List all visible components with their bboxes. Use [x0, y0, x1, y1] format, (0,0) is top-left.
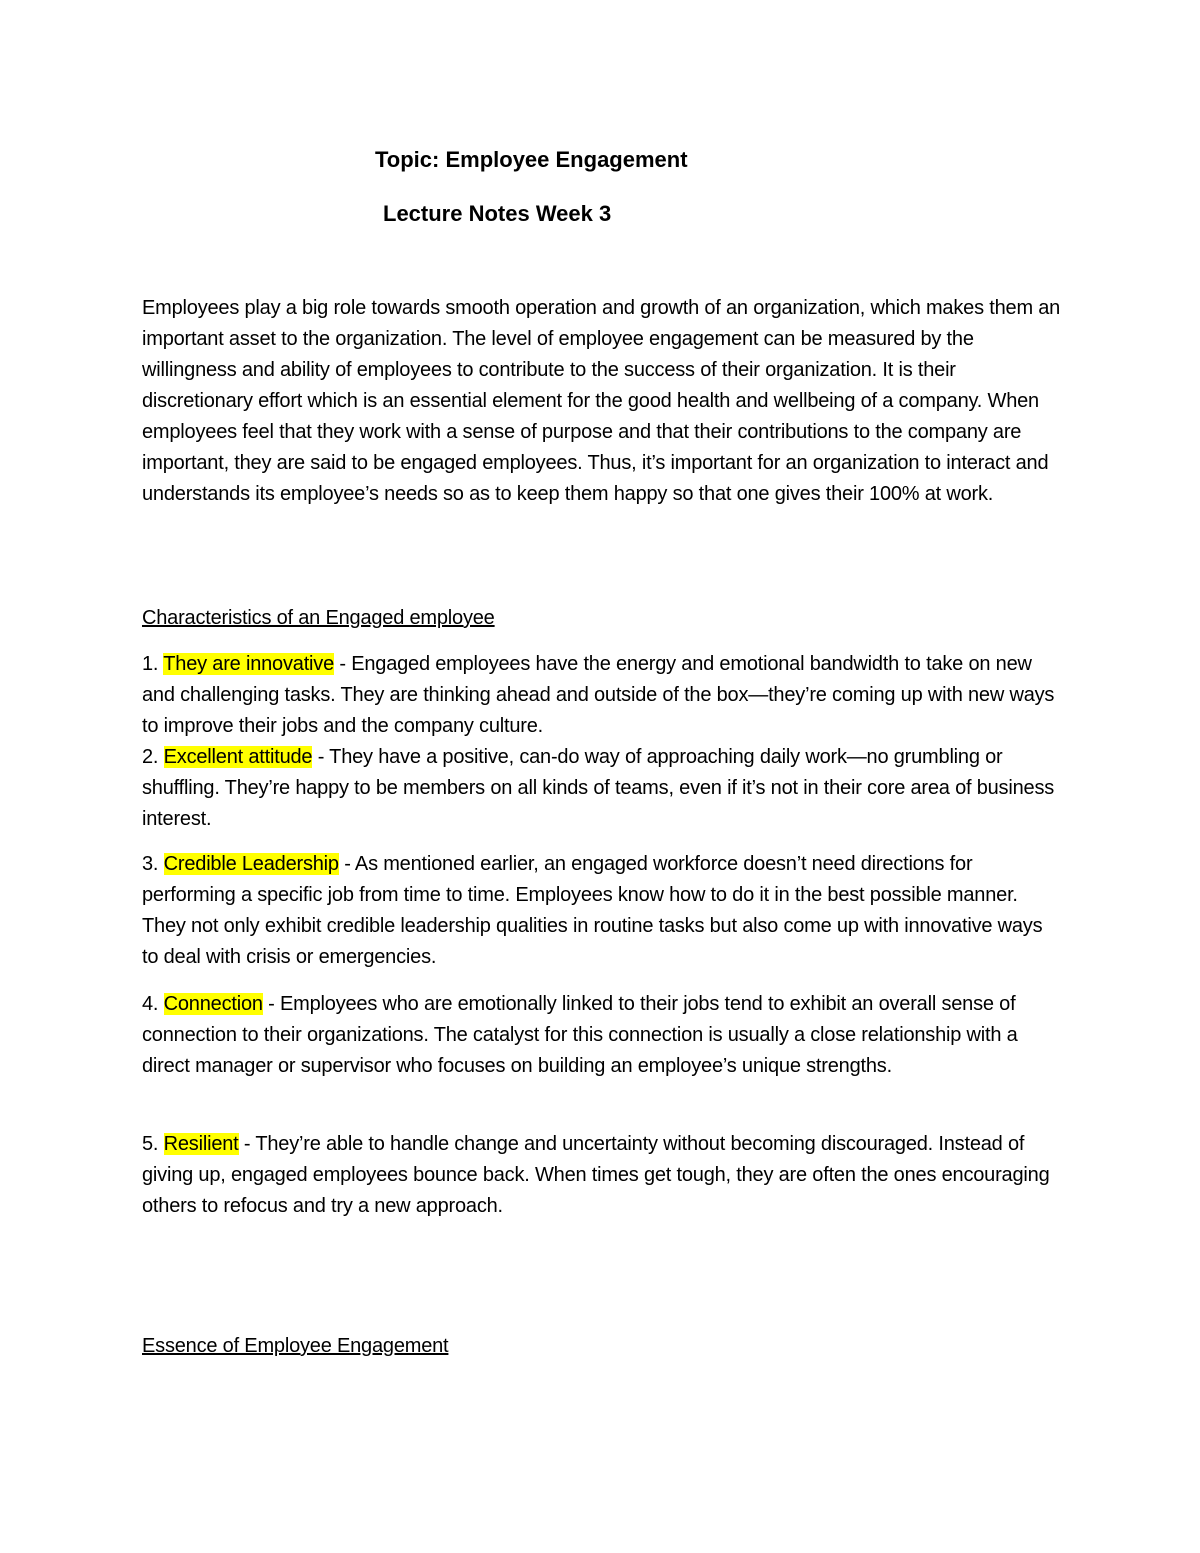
item-text: - They’re able to handle change and uncertainty without becoming discouraged. Instead of giving up, engaged employees bounce back. When times get tough, they are often the ones encouraging others to refocus and try a new approach. [142, 1133, 1050, 1217]
item-number: 2. [142, 746, 159, 768]
section-heading-essence: Essence of Employee Engagement [142, 1335, 449, 1357]
item-text: - Engaged employees have the energy and emotional bandwidth to take on new and challenging tasks. They are thinking ahead and outside of the box—they’re coming up with new ways to improve their jobs and the company culture. [142, 653, 1055, 737]
characteristics-item-3 [142, 849, 1062, 973]
item-number: 1. [142, 653, 159, 675]
list-item [142, 1129, 1062, 1222]
item-number: 4. [142, 993, 159, 1015]
characteristics-item-4 [142, 989, 1062, 1082]
item-number: 5. [142, 1133, 159, 1155]
intro-paragraph: Employees play a big role towards smooth operation and growth of an organization, which makes them an important asset to the organization. The level of employee engagement can be measured by the willingness and ability of employees to contribute to the success of their organization. It is their discretionary effort which is an essential element for the good health and wellbeing of a company. When employees feel that they work with a sense of purpose and that their contributions to the company are important, they are said to be engaged employees. Thus, it’s important for an organization to interact and understands its employee’s needs so as to keep them happy so that one gives their 100% at work. [142, 297, 1061, 505]
highlighted-term: They are innovative [163, 653, 335, 675]
document-subtitle: Lecture Notes Week 3 [383, 201, 612, 226]
document-title: Topic: Employee Engagement [375, 147, 688, 172]
list-item [142, 849, 1062, 973]
section-heading-characteristics: Characteristics of an Engaged employee [142, 607, 495, 629]
highlighted-term: Excellent attitude [163, 746, 313, 768]
highlighted-term: Credible Leadership [163, 853, 339, 875]
item-text: - They have a positive, can-do way of approaching daily work—no grumbling or shuffling. They’re happy to be members on all kinds of teams, even if it’s not in their core area of business interest. [142, 746, 1055, 830]
characteristics-list-a [142, 649, 1062, 835]
item-text: - As mentioned earlier, an engaged workforce doesn’t need directions for performing a specific job from time to time. Employees know how to do it in the best possible manner. They not only exhibit credible leadership qualities in routine tasks but also come up with innovative ways to deal with crisis or emergencies. [142, 853, 1043, 968]
list-item [142, 989, 1062, 1082]
highlighted-term: Connection [163, 993, 263, 1015]
list-item [142, 649, 1062, 742]
highlighted-term: Resilient [163, 1133, 239, 1155]
item-text: - Employees who are emotionally linked to their jobs tend to exhibit an overall sense of connection to their organizations. The catalyst for this connection is usually a close relationship with a direct manager or supervisor who focuses on building an employee’s unique strengths. [142, 993, 1018, 1077]
item-number: 3. [142, 853, 159, 875]
characteristics-item-5 [142, 1129, 1062, 1222]
list-item [142, 742, 1062, 835]
